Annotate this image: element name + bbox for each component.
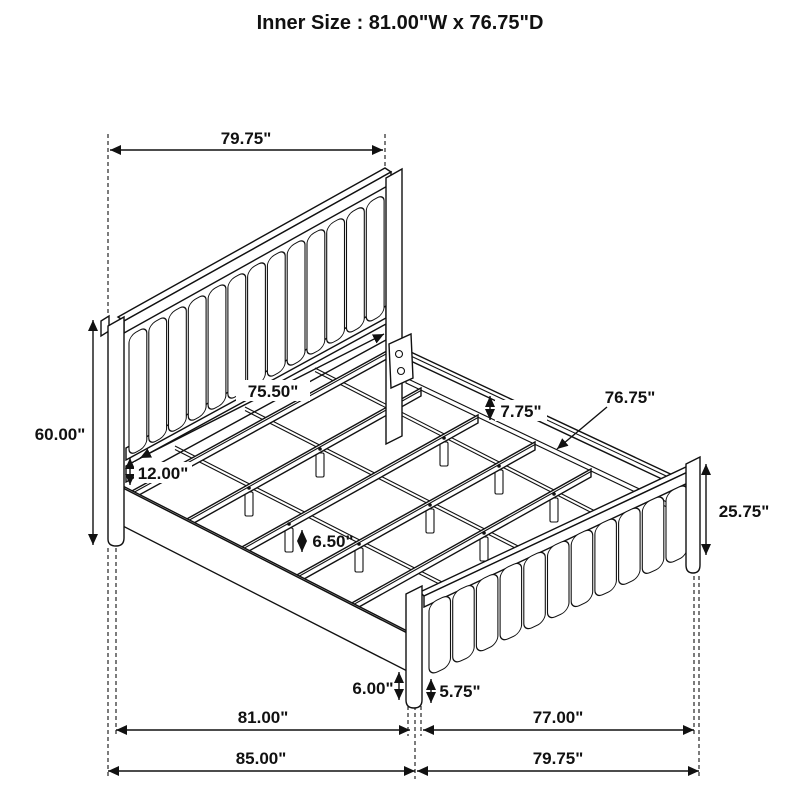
tufting-panel (208, 282, 226, 412)
dim-base-width-outer-label: 85.00" (235, 749, 287, 768)
tufting-panel (524, 549, 546, 631)
tufting-panel (366, 194, 384, 324)
dim-foot-leg-rear (431, 679, 481, 703)
support-leg (285, 528, 293, 552)
dim-base-depth-inner (423, 708, 694, 730)
tufting-panel (500, 561, 521, 643)
dim-base-width-outer (108, 749, 415, 771)
support-leg (440, 442, 448, 466)
footboard-left-post (406, 586, 422, 708)
tufting-panel (307, 227, 325, 357)
tufting-panel (642, 494, 664, 576)
diagram-title: Inner Size : 81.00"W x 76.75"D (256, 12, 544, 34)
tufting-panel (149, 315, 167, 445)
bed-frame-drawing (101, 168, 700, 708)
tufting-panel (327, 216, 345, 346)
support-leg (480, 537, 488, 561)
dim-base-width-inner-label: 81.00" (237, 708, 289, 727)
dim-base-width-inner (116, 708, 410, 730)
support-leg (426, 509, 434, 533)
tufting-panel (453, 583, 475, 665)
tufting-panel (666, 483, 688, 565)
dim-rail-gap-label: 12.00" (137, 464, 189, 483)
rail-bracket (389, 334, 413, 388)
support-leg (550, 498, 558, 522)
tufting-panel (248, 260, 266, 390)
bracket-screw-hole (398, 368, 405, 375)
dim-inner-depth (557, 388, 655, 449)
support-leg (355, 548, 363, 572)
tufting-panel (476, 572, 498, 654)
tufting-panel (129, 326, 147, 456)
dim-inner-width-label: 75.50" (247, 382, 299, 401)
dim-leg-height-label: 6.50" (312, 532, 354, 551)
tufting-panel (287, 238, 305, 368)
bracket-screw-hole (396, 351, 403, 358)
support-leg (316, 453, 324, 477)
support-leg (495, 470, 503, 494)
tufting-panel (169, 304, 187, 434)
tufting-panel (347, 205, 365, 335)
tufting-panel (619, 505, 641, 587)
dim-rail-gap (130, 458, 192, 485)
front-side-rail (111, 480, 417, 676)
slat (240, 415, 478, 556)
footboard-right-post (686, 457, 700, 573)
dim-inner-depth-label: 76.75" (604, 388, 656, 407)
tufting-panel (571, 527, 593, 609)
dim-footboard-height-label: 25.75" (718, 502, 770, 521)
dim-base-depth-outer (417, 749, 699, 771)
dim-footboard-height (706, 464, 769, 555)
dim-overall-width-label: 79.75" (220, 129, 272, 148)
dim-deck-gap-label: 7.75" (500, 402, 542, 421)
support-leg (245, 492, 253, 516)
dim-overall-width (110, 129, 383, 150)
dim-headboard-height-label: 60.00" (34, 425, 86, 444)
dim-leg-height (302, 530, 354, 552)
dim-base-depth-inner-label: 77.00" (532, 708, 584, 727)
dim-foot-leg-front (352, 672, 399, 700)
tufting-panel (188, 293, 206, 423)
dim-foot-leg-rear-label: 5.75" (439, 682, 481, 701)
tufting-panel (267, 249, 285, 379)
dim-headboard-height (35, 320, 93, 545)
dim-base-depth-outer-label: 79.75" (532, 749, 584, 768)
tufting-panel (595, 516, 617, 598)
tufting-panel (548, 538, 570, 620)
dim-foot-leg-front-label: 6.00" (352, 679, 394, 698)
headboard-left-post (108, 317, 124, 546)
headboard-right-post (386, 169, 402, 444)
tufting-panel (429, 594, 451, 676)
